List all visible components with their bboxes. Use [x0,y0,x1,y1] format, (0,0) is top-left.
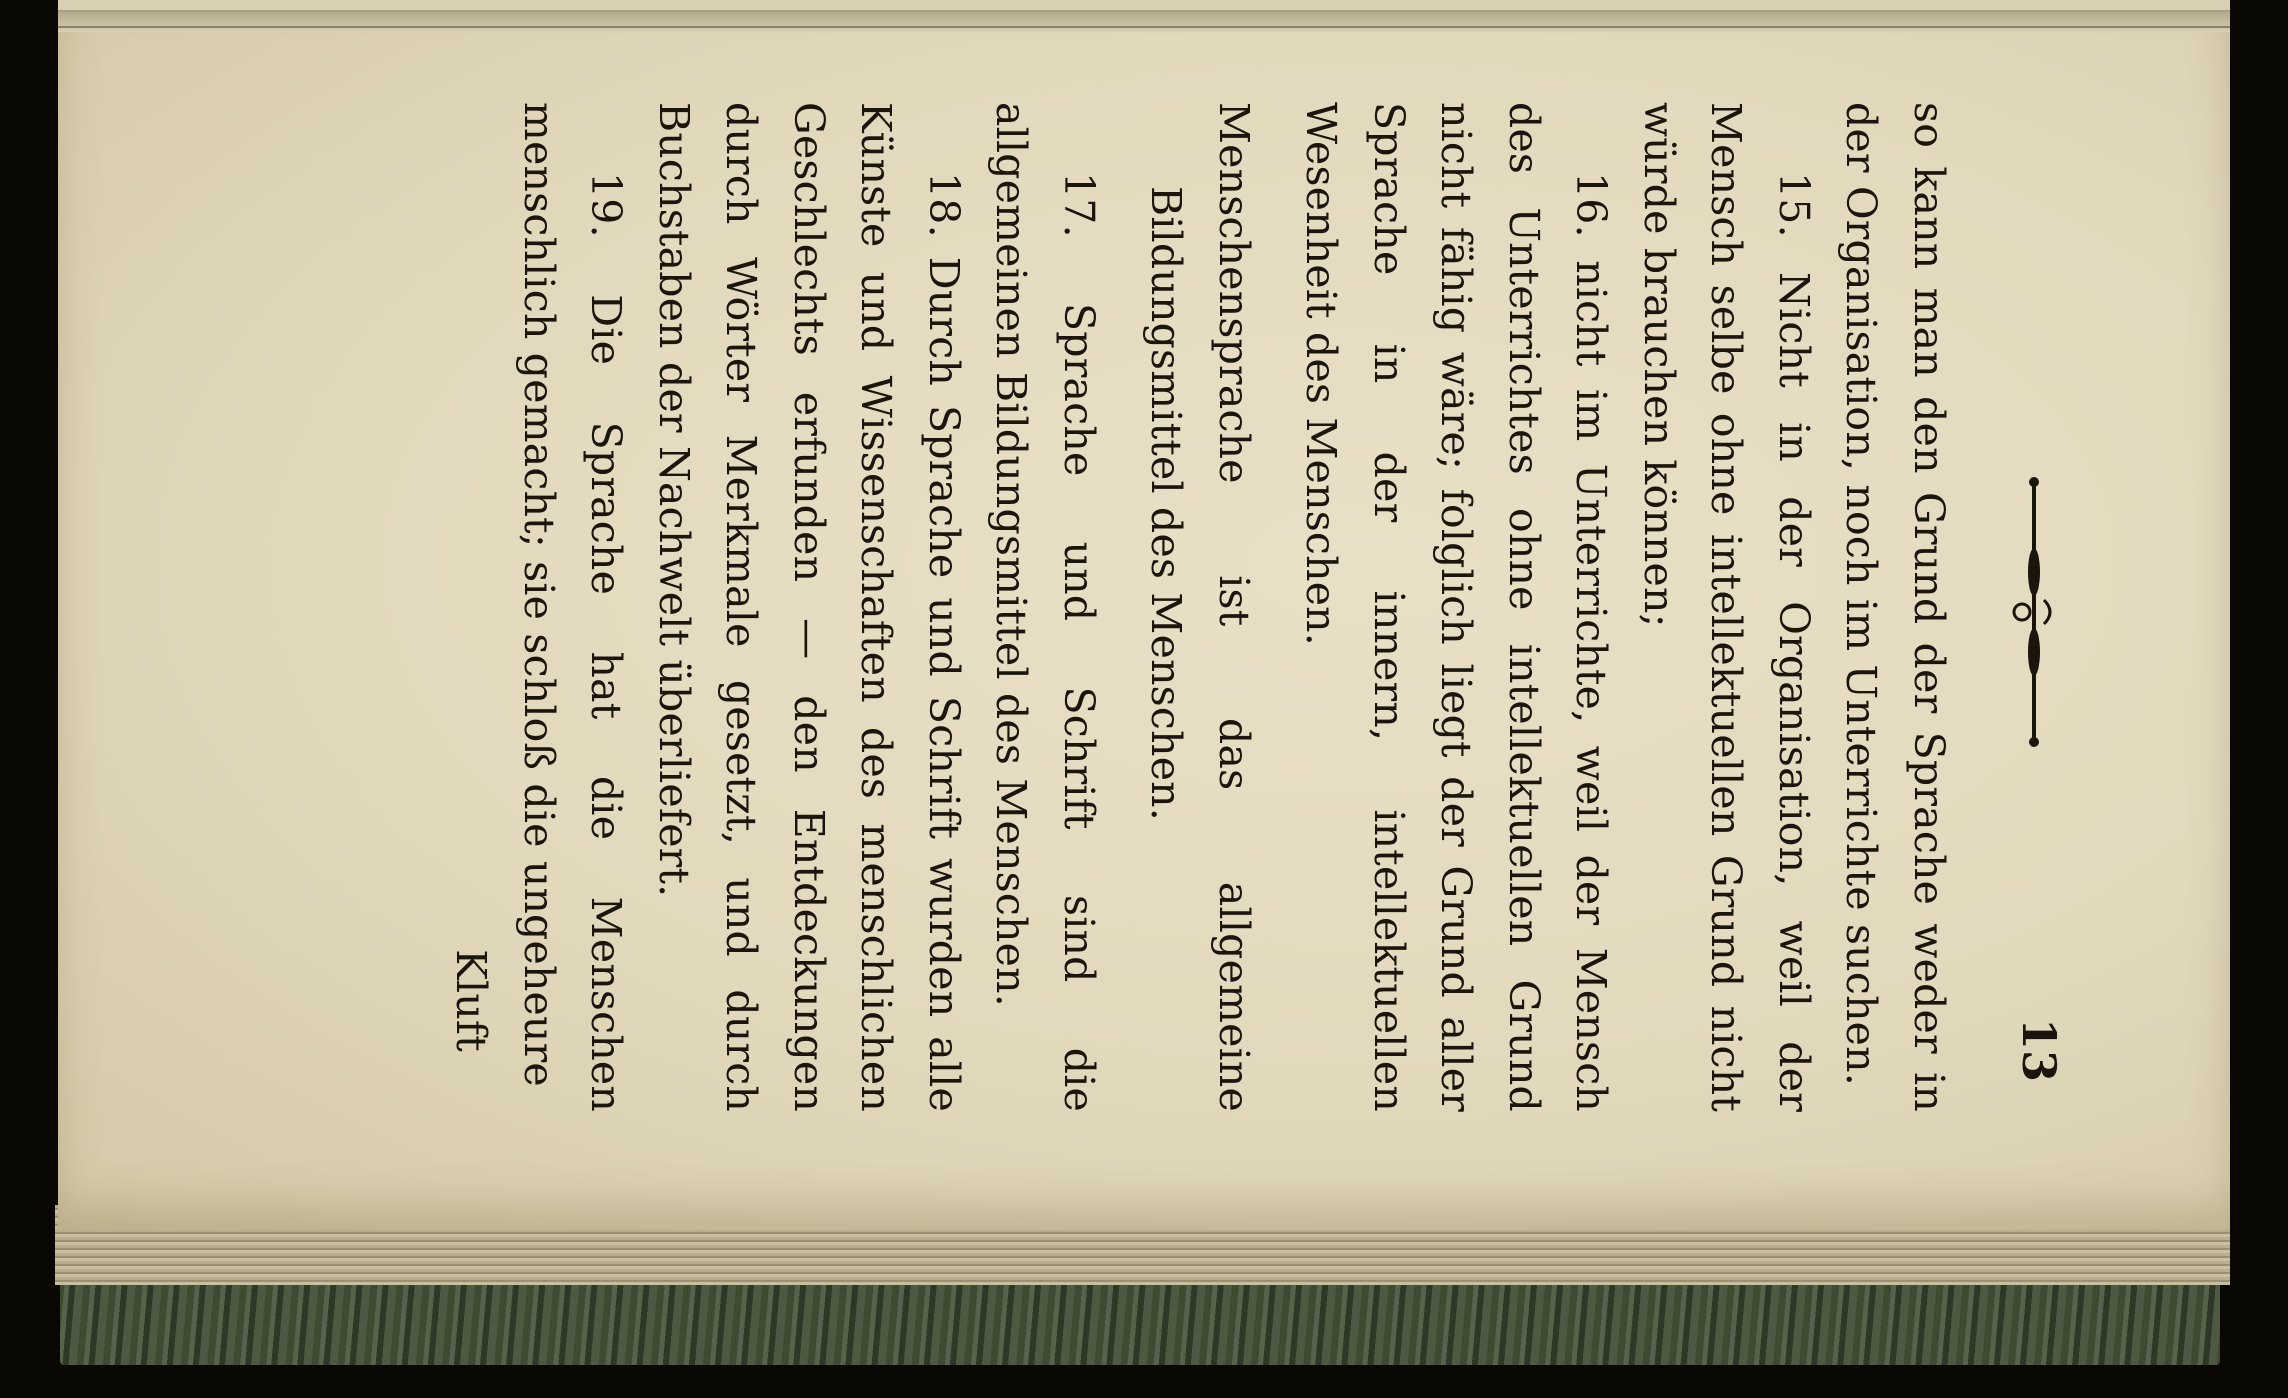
page-body [437,102,1962,1112]
page-header [1992,82,2072,1142]
section-heading: Menschensprache ist das allgemeine Bildungsmittel des Menschen. [1142,102,1258,1112]
catchword: Kluft [447,949,496,1052]
paragraph-18: 18. Durch Sprache und Schrift wurden alle Künste und Wissenschaften des menschlichen Geschlechts erfunden — den Entdeckungen durch Wörter Merkmale gesetzt, und durch Buchstaben der Nachwelt überliefert. [650,102,968,1112]
paragraph-17: 17. Sprache und Schrift sind die allgemeinen Bildungsmittel des Menschen. [987,102,1103,1112]
paragraph-15: 15. Nicht in der Organisation, weil der Mensch selbe ohne intellektuellen Grund nicht würde brauchen können; [1635,102,1818,1112]
page-number: 13 [2012,1017,2066,1082]
spine-line [58,26,2230,28]
paragraph-19: 19. Die Sprache hat die Menschen menschlich gemacht; sie schloß die ungeheure [515,102,631,1112]
page-top-edge [58,0,2230,10]
ornament-divider-icon [2008,472,2058,752]
page-text-area [272,82,2072,1142]
paragraph-16: 16. nicht im Unterrichte, weil der Mensch des Unterrichtes ohne intellektuellen Grund nicht fähig wäre; folglich liegt der Grund aller Sprache in der innern, intellektuellen Wesenheit des Menschen. [1297,102,1616,1112]
paragraph-continuation: so kann man den Grund der Sprache weder in der Organisation, noch im Unterrichte suchen. [1837,102,1953,1112]
